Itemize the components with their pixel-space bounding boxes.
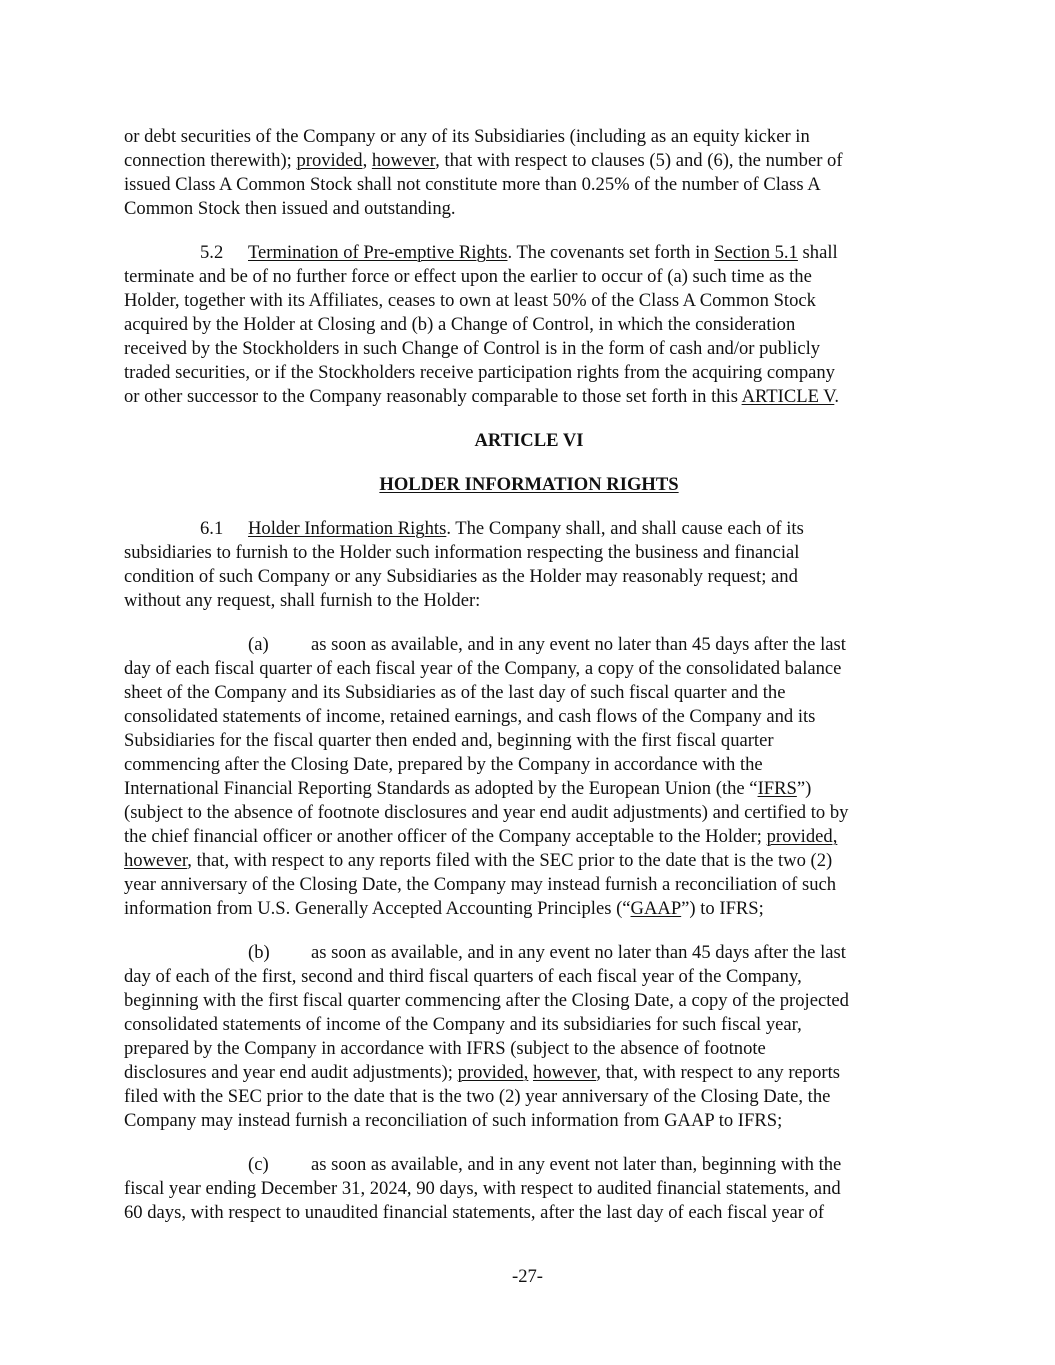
underlined-term: Termination of Pre-emptive Rights [248, 242, 508, 263]
section-heading [124, 429, 934, 453]
text-line [124, 125, 934, 149]
text-run: 60 days, with respect to unaudited financial statements, after the last day of each fiscal year of [124, 1202, 825, 1223]
text-line [124, 197, 934, 221]
text-line [124, 941, 934, 965]
text-line [124, 289, 934, 313]
text-run: acquired by the Holder at Closing and (b) a Change of Control, in which the consideration [124, 314, 796, 335]
text-run: as soon as available, and in any event no later than 45 days after the last [311, 942, 846, 963]
section-number: 5.2 [200, 242, 224, 263]
text-run: , that, with respect to any reports filed with the SEC prior to the date that is the two (2) [187, 850, 833, 871]
text-line [124, 873, 934, 897]
text-line [124, 825, 934, 849]
text-line [124, 265, 934, 289]
text-run: Common Stock then issued and outstanding. [124, 198, 456, 219]
text-run: consolidated statements of income, retained earnings, and cash flows of the Company and its [124, 706, 816, 727]
text-run: , that with respect to clauses (5) and (6), the number of [435, 150, 843, 171]
section-number: 6.1 [200, 518, 224, 539]
text-run: consolidated statements of income of the Company and its subsidiaries for such fiscal year, [124, 1014, 802, 1035]
text-run: traded securities, or if the Stockholders receive participation rights from the acquiring company [124, 362, 835, 383]
text-line [124, 1109, 934, 1133]
text-line [124, 801, 934, 825]
text-line [124, 1013, 934, 1037]
text-run: (subject to the absence of footnote disclosures and year end audit adjustments) and certified to by [124, 802, 849, 823]
underlined-term: however [532, 1062, 597, 1083]
text-run: day of each fiscal quarter of each fiscal year of the Company, a copy of the consolidated balance [124, 658, 842, 679]
text-run: as soon as available, and in any event not later than, beginning with the [311, 1154, 842, 1175]
text-run: information from U.S. Generally Accepted Accounting Principles (“ [124, 898, 631, 919]
paragraph [124, 633, 934, 921]
underlined-term: Section 5.1 [714, 242, 798, 263]
text-run: or debt securities of the Company or any of its Subsidiaries (including as an equity kicker in [124, 126, 810, 147]
text-run: subsidiaries to furnish to the Holder such information respecting the business and financial [124, 542, 800, 563]
underlined-term: Holder Information Rights [248, 518, 447, 539]
text-line [124, 705, 934, 729]
text-run: International Financial Reporting Standards as adopted by the European Union (the “ [124, 778, 758, 799]
underlined-term: however [371, 150, 436, 171]
underlined-term: provided, [457, 1062, 529, 1083]
underlined-term: IFRS [757, 778, 797, 799]
text-line [124, 565, 934, 589]
text-line [124, 241, 934, 265]
section-heading [124, 473, 934, 497]
text-run: beginning with the first fiscal quarter commencing after the Closing Date, a copy of the projected [124, 990, 849, 1011]
text-line [124, 729, 934, 753]
text-run: shall [797, 242, 838, 263]
text-run: filed with the SEC prior to the date that is the two (2) year anniversary of the Closing Date, the [124, 1086, 831, 1107]
section-number: (c) [248, 1154, 269, 1175]
text-run: , [362, 150, 372, 171]
text-line [124, 385, 934, 409]
text-run: Holder, together with its Affiliates, ceases to own at least 50% of the Class A Common Stock [124, 290, 816, 311]
text-line [124, 1177, 934, 1201]
text-run: . The covenants set forth in [507, 242, 715, 263]
text-line [124, 541, 934, 565]
text-line [124, 337, 934, 361]
text-line [124, 657, 934, 681]
text-line [124, 1061, 934, 1085]
text-run: Subsidiaries for the fiscal quarter then ended and, beginning with the first fiscal quarter [124, 730, 774, 751]
text-run: ”) to IFRS; [681, 898, 764, 919]
text-run: without any request, shall furnish to the Holder: [124, 590, 481, 611]
text-run: Company may instead furnish a reconciliation of such information from GAAP to IFRS; [124, 1110, 783, 1131]
page-number: -27- [512, 1266, 543, 1287]
text-line [124, 173, 934, 197]
text-line [124, 361, 934, 385]
text-line [124, 681, 934, 705]
text-run: , that, with respect to any reports [596, 1062, 840, 1083]
text-line [124, 753, 934, 777]
text-run: day of each of the first, second and third fiscal quarters of each fiscal year of the Company, [124, 966, 802, 987]
text-run: year anniversary of the Closing Date, the Company may instead furnish a reconciliation of such [124, 874, 837, 895]
text-run: condition of such Company or any Subsidiaries as the Holder may reasonably request; and [124, 566, 798, 587]
text-run: issued Class A Common Stock shall not constitute more than 0.25% of the number of Class A [124, 174, 821, 195]
text-run: as soon as available, and in any event no later than 45 days after the last [311, 634, 846, 655]
text-line [124, 517, 934, 541]
text-line [124, 1153, 934, 1177]
section-number: (a) [248, 634, 269, 655]
text-run: prepared by the Company in accordance with IFRS (subject to the absence of footnote [124, 1038, 766, 1059]
text-line [124, 313, 934, 337]
document-body [124, 125, 934, 1245]
text-line [124, 989, 934, 1013]
text-run: terminate and be of no further force or effect upon the earlier to occur of (a) such time as the [124, 266, 812, 287]
text-run: or other successor to the Company reasonably comparable to those set forth in this [124, 386, 742, 407]
underlined-term: however [124, 850, 188, 871]
paragraph [124, 125, 934, 221]
text-run: . The Company shall, and shall cause each of its [446, 518, 804, 539]
text-line [124, 1201, 934, 1225]
underlined-term: GAAP [630, 898, 682, 919]
text-run: disclosures and year end audit adjustments); [124, 1062, 458, 1083]
text-line [124, 777, 934, 801]
text-line [124, 965, 934, 989]
text-line [124, 897, 934, 921]
paragraph [124, 517, 934, 613]
text-line [124, 1037, 934, 1061]
text-line [124, 589, 934, 613]
text-run: connection therewith); [124, 150, 297, 171]
underlined-term: provided, [766, 826, 838, 847]
text-run: . [834, 386, 839, 407]
text-run: commencing after the Closing Date, prepared by the Company in accordance with the [124, 754, 763, 775]
text-run: the chief financial officer or another officer of the Company acceptable to the Holder; [124, 826, 767, 847]
underlined-term: ARTICLE V [741, 386, 835, 407]
heading-text: ARTICLE VI [474, 430, 584, 451]
paragraph [124, 241, 934, 409]
text-line [124, 149, 934, 173]
underlined-term: provided [296, 150, 363, 171]
paragraph [124, 1153, 934, 1225]
text-run: ”) [796, 778, 812, 799]
text-run: sheet of the Company and its Subsidiaries as of the last day of such fiscal quarter and the [124, 682, 786, 703]
text-run: fiscal year ending December 31, 2024, 90 days, with respect to audited financial statements, and [124, 1178, 841, 1199]
text-line [124, 849, 934, 873]
section-number: (b) [248, 942, 270, 963]
paragraph [124, 941, 934, 1133]
heading-text: HOLDER INFORMATION RIGHTS [379, 474, 679, 495]
text-line [124, 1085, 934, 1109]
text-run: received by the Stockholders in such Change of Control is in the form of cash and/or publicly [124, 338, 821, 359]
text-line [124, 633, 934, 657]
